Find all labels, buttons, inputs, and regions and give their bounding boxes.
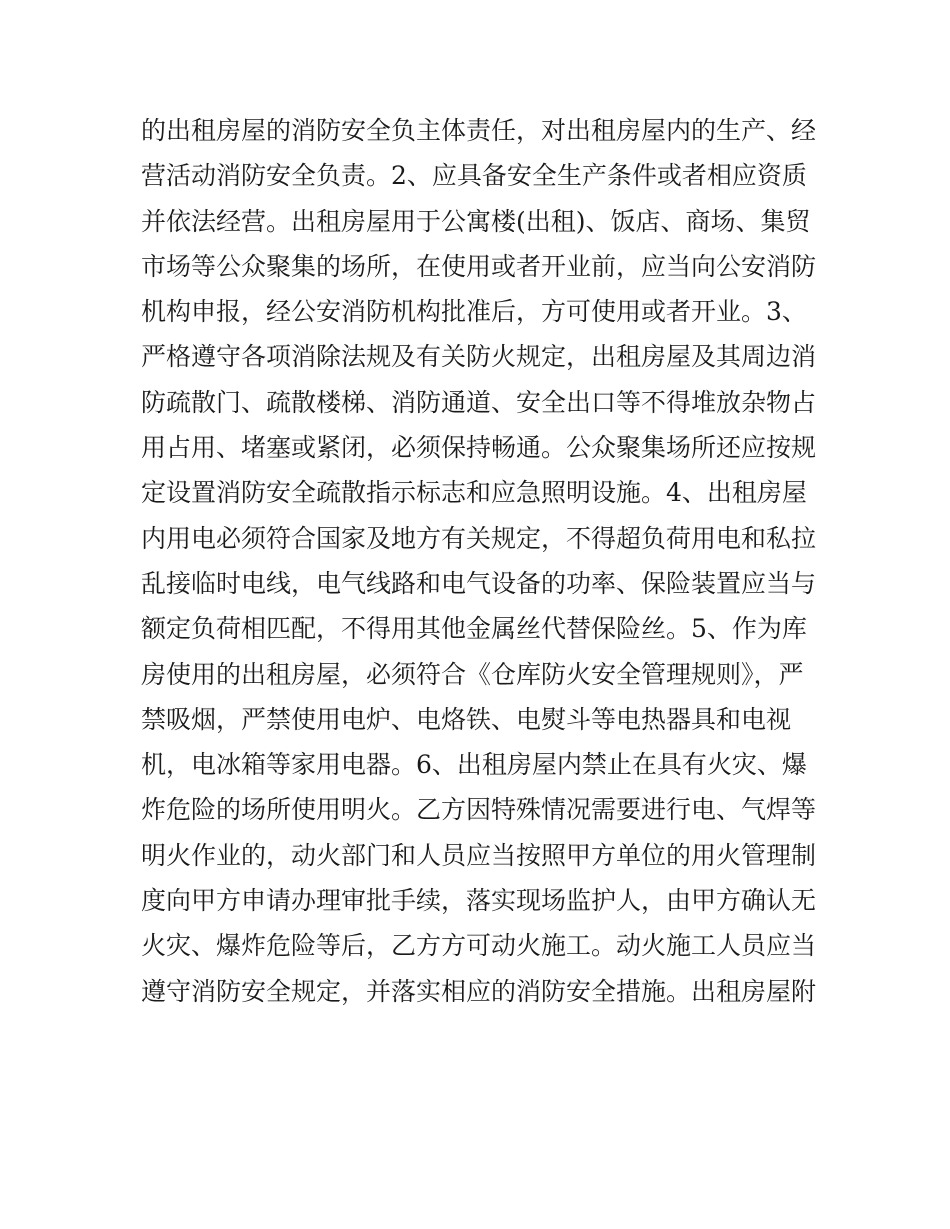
text-line: 度向甲方申请办理审批手续，落实现场监护人，由甲方确认无 (141, 886, 817, 916)
text-line: 内用电必须符合国家及地方有关规定，不得超负荷用电和私拉 (141, 523, 817, 553)
text-line: 营活动消防安全负责。2、应具备安全生产条件或者相应资质 (141, 161, 807, 191)
body-paragraph (141, 108, 821, 1014)
text-line: 禁吸烟，严禁使用电炉、电烙铁、电熨斗等电热器具和电视 (141, 704, 792, 734)
text-line: 严格遵守各项消除法规及有关防火规定，出租房屋及其周边消 (141, 342, 817, 372)
text-line: 市场等公众聚集的场所，在使用或者开业前，应当向公安消防 (141, 251, 817, 281)
text-line: 额定负荷相匹配，不得用其他金属丝代替保险丝。5、作为库 (141, 614, 807, 644)
text-line: 并依法经营。出租房屋用于公寓楼(出租)、饭店、商场、集贸 (141, 206, 811, 236)
text-line: 机，电冰箱等家用电器。6、出租房屋内禁止在具有火灾、爆 (141, 750, 807, 780)
text-line: 明火作业的，动火部门和人员应当按照甲方单位的用火管理制 (141, 840, 817, 870)
text-line: 用占用、堵塞或紧闭，必须保持畅通。公众聚集场所还应按规 (141, 433, 817, 463)
text-line: 火灾、爆炸危险等后，乙方方可动火施工。动火施工人员应当 (141, 931, 817, 961)
text-line: 遵守消防安全规定，并落实相应的消防安全措施。出租房屋附 (141, 976, 817, 1006)
text-line: 炸危险的场所使用明火。乙方因特殊情况需要进行电、气焊等 (141, 795, 817, 825)
text-line: 机构申报，经公安消防机构批准后，方可使用或者开业。3、 (141, 297, 807, 327)
text-line: 乱接临时电线，电气线路和电气设备的功率、保险装置应当与 (141, 568, 817, 598)
text-line: 房使用的出租房屋，必须符合《仓库防火安全管理规则》，严 (141, 659, 804, 689)
text-line: 定设置消防安全疏散指示标志和应急照明设施。4、出租房屋 (141, 478, 807, 508)
text-line: 的出租房屋的消防安全负主体责任，对出租房屋内的生产、经 (141, 116, 817, 145)
text-line: 防疏散门、疏散楼梯、消防通道、安全出口等不得堆放杂物占 (141, 387, 817, 417)
